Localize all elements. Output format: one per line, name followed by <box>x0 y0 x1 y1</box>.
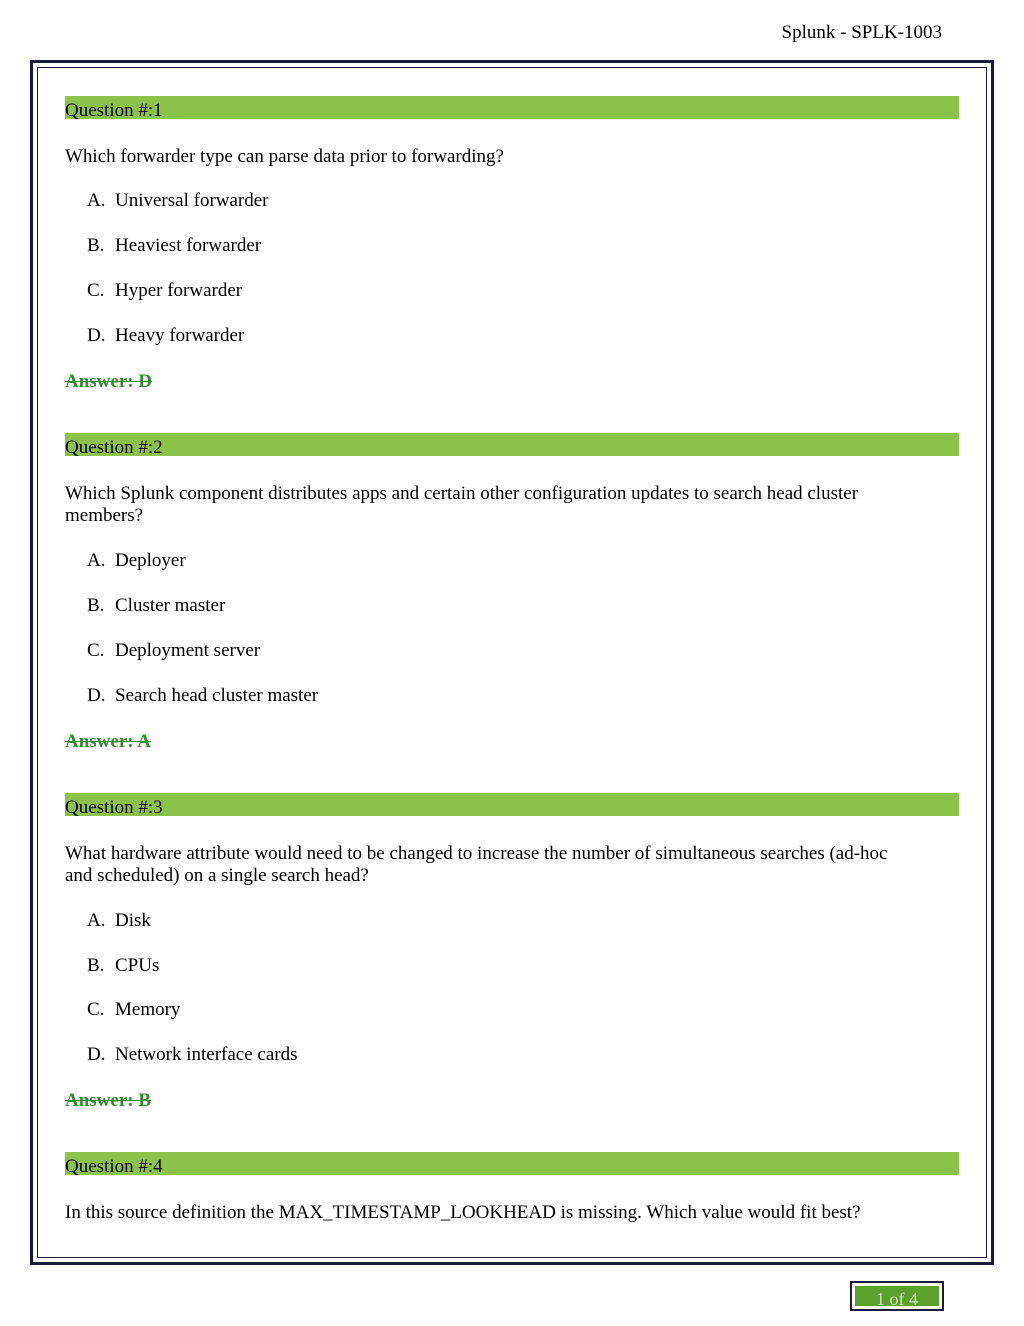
question-3-option-a <box>87 910 151 932</box>
option-text: Deployer <box>115 550 186 571</box>
question-2-answer: Answer: A <box>65 731 152 752</box>
option-text: Heaviest forwarder <box>115 235 262 256</box>
page-number: 1 of 4 <box>855 1286 939 1306</box>
question-1-option-c <box>87 280 242 302</box>
question-3-answer: Answer: B <box>65 1090 152 1111</box>
option-letter: A. <box>87 910 106 931</box>
question-2-option-b <box>87 595 225 617</box>
question-1-bar <box>65 96 959 119</box>
question-2-option-c <box>87 640 260 662</box>
option-text: Hyper forwarder <box>115 280 243 301</box>
page-number-box <box>850 1281 944 1311</box>
option-text: Deployment server <box>115 640 261 661</box>
option-text: Cluster master <box>115 595 226 616</box>
option-letter: B. <box>87 595 105 616</box>
question-2-bar <box>65 433 959 456</box>
option-letter: D. <box>87 685 106 706</box>
option-letter: B. <box>87 235 105 256</box>
question-1-text: Which forwarder type can parse data prior to forwarding? <box>65 146 504 167</box>
question-3-bar <box>65 793 959 816</box>
option-letter: C. <box>87 999 105 1020</box>
question-1-option-a <box>87 190 269 212</box>
option-letter: D. <box>87 325 106 346</box>
option-letter: B. <box>87 955 105 976</box>
question-1-answer: Answer: D <box>65 371 153 392</box>
question-1-label: Question #:1 <box>65 100 163 121</box>
option-letter: C. <box>87 280 105 301</box>
question-1-option-b <box>87 235 261 257</box>
question-4-text: In this source definition the MAX_TIMESTAMP_LOOKHEAD is missing. Which value would fit best? <box>65 1202 861 1223</box>
question-2-label: Question #:2 <box>65 437 163 458</box>
question-4-bar <box>65 1152 959 1175</box>
option-text: Heavy forwarder <box>115 325 245 346</box>
option-text: Search head cluster master <box>115 685 319 706</box>
option-text: Universal forwarder <box>115 190 269 211</box>
option-text: Memory <box>115 999 181 1020</box>
question-2-text-line-1: Which Splunk component distributes apps and certain other configuration updates to search head cluster <box>65 483 859 504</box>
question-3-text-line-2: and scheduled) on a single search head? <box>65 865 369 886</box>
question-2-option-a <box>87 550 186 572</box>
question-2-text-line-2: members? <box>65 505 144 526</box>
option-letter: D. <box>87 1044 106 1065</box>
document-header-title: Splunk - SPLK-1003 <box>781 22 942 43</box>
question-2-option-d <box>87 685 318 707</box>
question-3-option-c <box>87 999 180 1021</box>
question-1-option-d <box>87 325 244 347</box>
question-3-option-d <box>87 1044 298 1066</box>
option-letter: A. <box>87 550 106 571</box>
option-text: CPUs <box>115 955 160 976</box>
question-3-text-line-1: What hardware attribute would need to be changed to increase the number of simultaneous searches (ad-hoc <box>65 843 888 864</box>
option-letter: C. <box>87 640 105 661</box>
option-text: Disk <box>115 910 151 931</box>
question-3-label: Question #:3 <box>65 797 163 818</box>
question-3-option-b <box>87 955 159 977</box>
option-text: Network interface cards <box>115 1044 298 1065</box>
option-letter: A. <box>87 190 106 211</box>
question-4-label: Question #:4 <box>65 1156 163 1177</box>
